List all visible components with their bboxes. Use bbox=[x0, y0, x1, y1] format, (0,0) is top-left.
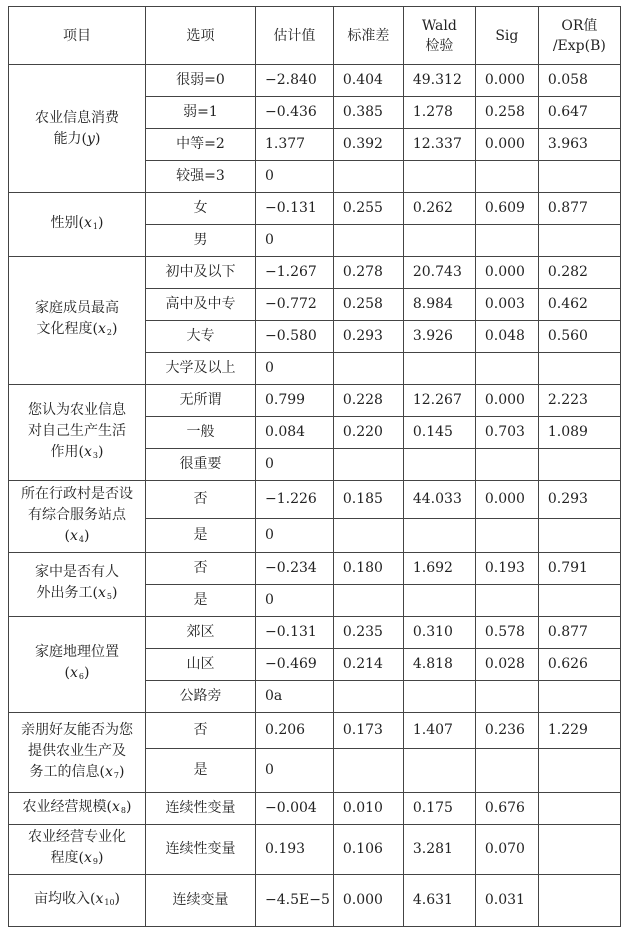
sig-cell: 0.578 bbox=[475, 617, 538, 649]
item-label-line bbox=[12, 108, 142, 129]
std-error-cell: 0.214 bbox=[333, 649, 403, 681]
item-label-text: 作用( bbox=[50, 443, 84, 460]
or-cell bbox=[538, 449, 620, 481]
wald-cell: 44.033 bbox=[403, 481, 475, 519]
item-label-line: 能力(y) bbox=[53, 130, 101, 147]
std-error-cell: 0.385 bbox=[333, 97, 403, 129]
std-error-cell: 0.255 bbox=[333, 193, 403, 225]
wald-cell: 0.310 bbox=[403, 617, 475, 649]
or-cell bbox=[538, 825, 620, 875]
sig-cell: 0.000 bbox=[475, 65, 538, 97]
variable-subscript: 2 bbox=[106, 328, 112, 337]
or-cell bbox=[538, 793, 620, 825]
or-cell: 2.223 bbox=[538, 385, 620, 417]
option-cell: 否 bbox=[146, 481, 256, 519]
estimate-cell: −1.267 bbox=[256, 257, 334, 289]
estimate-cell: −0.131 bbox=[256, 617, 334, 649]
wald-cell: 3.926 bbox=[403, 321, 475, 353]
item-label-line: 作用$(x_3)$ bbox=[50, 443, 104, 460]
header-item: 项目 bbox=[9, 7, 146, 65]
std-error-cell: 0.404 bbox=[333, 65, 403, 97]
wald-cell: 0.262 bbox=[403, 193, 475, 225]
item-cell bbox=[9, 385, 146, 481]
sig-cell: 0.258 bbox=[475, 97, 538, 129]
option-cell: 女 bbox=[146, 193, 256, 225]
item-label-text: 农业经营规模( bbox=[22, 798, 112, 815]
table-row bbox=[9, 617, 621, 649]
std-error-cell: 0.293 bbox=[333, 321, 403, 353]
item-label-text: 提供农业生产及 bbox=[28, 742, 126, 759]
item-label-text: 农业经营专业化 bbox=[28, 829, 126, 845]
estimate-cell: 0.206 bbox=[256, 713, 334, 749]
or-cell bbox=[538, 225, 620, 257]
std-error-cell: 0.278 bbox=[333, 257, 403, 289]
wald-cell: 12.337 bbox=[403, 129, 475, 161]
variable-symbol: y bbox=[87, 130, 95, 147]
item-label-text: 外出务工( bbox=[36, 585, 98, 601]
sig-cell: 0.676 bbox=[475, 793, 538, 825]
header-wald-line-2: 检验 bbox=[425, 37, 454, 54]
std-error-cell: 0.258 bbox=[333, 289, 403, 321]
estimate-cell: −1.226 bbox=[256, 481, 334, 519]
option-cell: 山区 bbox=[146, 649, 256, 681]
item-label-text: 有综合服务站点 bbox=[28, 506, 126, 523]
or-cell: 0.293 bbox=[538, 481, 620, 519]
option-cell: 是 bbox=[146, 585, 256, 617]
item-label-line: 外出务工$(x_5)$ bbox=[36, 585, 118, 601]
header-std-error: 标准差 bbox=[333, 7, 403, 65]
or-cell bbox=[538, 353, 620, 385]
table-row bbox=[9, 793, 621, 825]
sig-cell bbox=[475, 749, 538, 793]
header-or-line-1: OR值 bbox=[561, 17, 598, 34]
item-label-line: 农业经营规模$(x_8)$ bbox=[22, 798, 132, 815]
std-error-cell bbox=[333, 749, 403, 793]
sig-cell: 0.070 bbox=[475, 825, 538, 875]
table-row bbox=[9, 65, 621, 97]
estimate-cell: 0.193 bbox=[256, 825, 334, 875]
std-error-cell: 0.180 bbox=[333, 553, 403, 585]
std-error-cell bbox=[333, 585, 403, 617]
sig-cell: 0.193 bbox=[475, 553, 538, 585]
option-cell: 是 bbox=[146, 749, 256, 793]
variable-symbol: x bbox=[105, 763, 113, 780]
sig-cell: 0.000 bbox=[475, 385, 538, 417]
item-label-text: 对自己生产生活 bbox=[28, 422, 126, 439]
estimate-cell: 0 bbox=[256, 449, 334, 481]
sig-cell bbox=[475, 519, 538, 553]
item-label-line: 程度$(x_9)$ bbox=[50, 850, 104, 866]
wald-cell: 4.818 bbox=[403, 649, 475, 681]
option-cell: 中等=2 bbox=[146, 129, 256, 161]
sig-cell bbox=[475, 353, 538, 385]
header-wald-line-1: Wald bbox=[421, 17, 457, 34]
estimate-cell: 0.799 bbox=[256, 385, 334, 417]
sig-cell bbox=[475, 225, 538, 257]
option-cell: 很弱=0 bbox=[146, 65, 256, 97]
estimate-cell: −0.772 bbox=[256, 289, 334, 321]
option-cell: 大专 bbox=[146, 321, 256, 353]
variable-symbol: x bbox=[84, 850, 92, 866]
sig-cell: 0.703 bbox=[475, 417, 538, 449]
item-label-line bbox=[12, 421, 142, 442]
or-cell bbox=[538, 875, 620, 927]
option-cell: 连续性变量 bbox=[146, 825, 256, 875]
wald-cell: 20.743 bbox=[403, 257, 475, 289]
item-label-text: 农业信息消费 bbox=[35, 109, 119, 126]
item-label-line bbox=[12, 484, 142, 505]
std-error-cell bbox=[333, 225, 403, 257]
std-error-cell: 0.185 bbox=[333, 481, 403, 519]
table-row bbox=[9, 481, 621, 519]
wald-cell: 12.267 bbox=[403, 385, 475, 417]
wald-cell: 49.312 bbox=[403, 65, 475, 97]
estimate-cell: 0.084 bbox=[256, 417, 334, 449]
or-cell: 0.877 bbox=[538, 617, 620, 649]
wald-cell bbox=[403, 681, 475, 713]
item-label-line bbox=[12, 400, 142, 421]
estimate-cell: −0.436 bbox=[256, 97, 334, 129]
option-cell: 高中及中专 bbox=[146, 289, 256, 321]
item-label-line bbox=[12, 298, 142, 319]
estimate-cell: 0 bbox=[256, 225, 334, 257]
table-row bbox=[9, 875, 621, 927]
std-error-cell: 0.000 bbox=[333, 875, 403, 927]
item-label-line: 文化程度$(x_2)$ bbox=[36, 321, 118, 337]
std-error-cell bbox=[333, 519, 403, 553]
item-cell bbox=[9, 875, 146, 927]
item-label-text: 亲朋好友能否为您 bbox=[21, 721, 133, 738]
item-cell bbox=[9, 713, 146, 793]
std-error-cell bbox=[333, 449, 403, 481]
table-row bbox=[9, 385, 621, 417]
option-cell: 一般 bbox=[146, 417, 256, 449]
wald-cell: 1.692 bbox=[403, 553, 475, 585]
item-cell bbox=[9, 617, 146, 713]
variable-subscript: 8 bbox=[120, 805, 126, 815]
variable-symbol: x bbox=[84, 214, 92, 231]
header-or-line-2: /Exp(B) bbox=[552, 37, 606, 54]
item-label-text: 程度( bbox=[50, 850, 84, 866]
estimate-cell: −2.840 bbox=[256, 65, 334, 97]
wald-cell bbox=[403, 519, 475, 553]
option-cell: 是 bbox=[146, 519, 256, 553]
estimate-cell: −4.5E−5 bbox=[256, 875, 334, 927]
item-label-line: $(x_6)$ bbox=[64, 665, 90, 681]
or-cell bbox=[538, 681, 620, 713]
item-label-text: 文化程度( bbox=[36, 321, 98, 337]
wald-cell: 4.631 bbox=[403, 875, 475, 927]
item-cell bbox=[9, 193, 146, 257]
item-label-text: 能力( bbox=[53, 130, 88, 147]
variable-symbol: x bbox=[98, 321, 106, 337]
item-cell bbox=[9, 65, 146, 193]
item-label-text: 性别( bbox=[50, 214, 84, 231]
wald-cell bbox=[403, 225, 475, 257]
or-cell bbox=[538, 585, 620, 617]
header-row bbox=[9, 7, 621, 65]
or-cell bbox=[538, 161, 620, 193]
wald-cell: 8.984 bbox=[403, 289, 475, 321]
estimate-cell: 0 bbox=[256, 353, 334, 385]
or-cell: 0.058 bbox=[538, 65, 620, 97]
or-cell: 3.963 bbox=[538, 129, 620, 161]
option-cell: 初中及以下 bbox=[146, 257, 256, 289]
std-error-cell bbox=[333, 161, 403, 193]
sig-cell bbox=[475, 449, 538, 481]
option-cell: 否 bbox=[146, 713, 256, 749]
table-row bbox=[9, 713, 621, 749]
table-row bbox=[9, 257, 621, 289]
sig-cell bbox=[475, 161, 538, 193]
option-cell: 连续变量 bbox=[146, 875, 256, 927]
estimate-cell: 0 bbox=[256, 519, 334, 553]
or-cell: 0.560 bbox=[538, 321, 620, 353]
wald-cell: 1.278 bbox=[403, 97, 475, 129]
item-cell bbox=[9, 257, 146, 385]
header-sig: Sig bbox=[475, 7, 538, 65]
item-label-text: 所在行政村是否设 bbox=[21, 485, 133, 502]
wald-cell: 1.407 bbox=[403, 713, 475, 749]
estimate-cell: 1.377 bbox=[256, 129, 334, 161]
item-label-text: ( bbox=[64, 527, 70, 544]
table-row bbox=[9, 193, 621, 225]
option-cell: 较强=3 bbox=[146, 161, 256, 193]
table-body bbox=[9, 65, 621, 927]
variable-subscript: 1 bbox=[92, 221, 98, 231]
wald-cell bbox=[403, 585, 475, 617]
sig-cell: 0.031 bbox=[475, 875, 538, 927]
std-error-cell bbox=[333, 353, 403, 385]
or-cell bbox=[538, 749, 620, 793]
sig-cell: 0.048 bbox=[475, 321, 538, 353]
variable-subscript: 9 bbox=[92, 857, 98, 866]
variable-subscript: 5 bbox=[106, 592, 112, 601]
item-label-text: 家庭成员最高 bbox=[35, 300, 119, 316]
or-cell: 0.282 bbox=[538, 257, 620, 289]
header-estimate: 估计值 bbox=[256, 7, 334, 65]
option-cell: 很重要 bbox=[146, 449, 256, 481]
variable-symbol: x bbox=[70, 665, 78, 681]
wald-cell: 0.145 bbox=[403, 417, 475, 449]
item-label-line bbox=[12, 827, 142, 848]
sig-cell bbox=[475, 681, 538, 713]
variable-subscript: 3 bbox=[92, 450, 98, 460]
or-cell: 0.877 bbox=[538, 193, 620, 225]
item-label-text: 亩均收入( bbox=[33, 890, 96, 907]
sig-cell: 0.028 bbox=[475, 649, 538, 681]
wald-cell: 3.281 bbox=[403, 825, 475, 875]
estimate-cell: 0 bbox=[256, 749, 334, 793]
item-label-line bbox=[12, 562, 142, 583]
item-label-line: 亩均收入$(x_{10})$ bbox=[33, 890, 121, 907]
std-error-cell: 0.228 bbox=[333, 385, 403, 417]
table-row bbox=[9, 553, 621, 585]
option-cell: 大学及以上 bbox=[146, 353, 256, 385]
variable-subscript: 7 bbox=[113, 770, 119, 780]
wald-cell bbox=[403, 449, 475, 481]
estimate-cell: −0.469 bbox=[256, 649, 334, 681]
std-error-cell: 0.010 bbox=[333, 793, 403, 825]
sig-cell: 0.000 bbox=[475, 257, 538, 289]
item-cell bbox=[9, 825, 146, 875]
option-cell: 连续性变量 bbox=[146, 793, 256, 825]
std-error-cell: 0.173 bbox=[333, 713, 403, 749]
or-cell: 1.089 bbox=[538, 417, 620, 449]
wald-cell bbox=[403, 353, 475, 385]
std-error-cell: 0.392 bbox=[333, 129, 403, 161]
estimate-cell: −0.004 bbox=[256, 793, 334, 825]
estimate-cell: −0.234 bbox=[256, 553, 334, 585]
variable-subscript: 10 bbox=[104, 897, 115, 907]
header-option: 选项 bbox=[146, 7, 256, 65]
table-row bbox=[9, 825, 621, 875]
sig-cell: 0.000 bbox=[475, 481, 538, 519]
estimate-cell: −0.580 bbox=[256, 321, 334, 353]
variable-symbol: x bbox=[70, 527, 78, 544]
item-cell bbox=[9, 793, 146, 825]
option-cell: 公路旁 bbox=[146, 681, 256, 713]
sig-cell: 0.236 bbox=[475, 713, 538, 749]
item-label-line bbox=[12, 642, 142, 663]
or-cell: 0.462 bbox=[538, 289, 620, 321]
option-cell: 郊区 bbox=[146, 617, 256, 649]
or-cell: 1.229 bbox=[538, 713, 620, 749]
variable-subscript: 6 bbox=[78, 672, 84, 681]
item-label-text: 务工的信息( bbox=[29, 763, 105, 780]
variable-symbol: x bbox=[98, 585, 106, 601]
item-label-line: 性别$(x_1)$ bbox=[50, 214, 104, 231]
item-cell bbox=[9, 553, 146, 617]
wald-cell: 0.175 bbox=[403, 793, 475, 825]
or-cell: 0.626 bbox=[538, 649, 620, 681]
or-cell: 0.647 bbox=[538, 97, 620, 129]
item-label-text: 家庭地理位置 bbox=[35, 644, 119, 660]
std-error-cell: 0.235 bbox=[333, 617, 403, 649]
sig-cell: 0.000 bbox=[475, 129, 538, 161]
item-label-line bbox=[12, 720, 142, 741]
option-cell: 弱=1 bbox=[146, 97, 256, 129]
variable-symbol: x bbox=[112, 798, 120, 815]
item-cell bbox=[9, 481, 146, 553]
or-cell: 0.791 bbox=[538, 553, 620, 585]
item-label-text: ( bbox=[64, 665, 70, 681]
estimate-cell: 0a bbox=[256, 681, 334, 713]
option-cell: 否 bbox=[146, 553, 256, 585]
option-cell: 男 bbox=[146, 225, 256, 257]
header-or bbox=[538, 7, 620, 65]
sig-cell: 0.003 bbox=[475, 289, 538, 321]
std-error-cell bbox=[333, 681, 403, 713]
variable-symbol: x bbox=[84, 443, 92, 460]
header-wald bbox=[403, 7, 475, 65]
item-label-line: $(x_4)$ bbox=[64, 527, 90, 544]
std-error-cell: 0.220 bbox=[333, 417, 403, 449]
sig-cell bbox=[475, 585, 538, 617]
std-error-cell: 0.106 bbox=[333, 825, 403, 875]
variable-symbol: x bbox=[95, 890, 104, 907]
or-cell bbox=[538, 519, 620, 553]
estimate-cell: −0.131 bbox=[256, 193, 334, 225]
variable-subscript: 4 bbox=[78, 534, 84, 544]
sig-cell: 0.609 bbox=[475, 193, 538, 225]
estimate-cell: 0 bbox=[256, 585, 334, 617]
item-label-text: 家中是否有人 bbox=[35, 564, 119, 580]
item-label-line bbox=[12, 741, 142, 762]
option-cell: 无所谓 bbox=[146, 385, 256, 417]
wald-cell bbox=[403, 749, 475, 793]
item-label-line bbox=[12, 505, 142, 526]
wald-cell bbox=[403, 161, 475, 193]
regression-table bbox=[8, 6, 621, 927]
estimate-cell: 0 bbox=[256, 161, 334, 193]
item-label-text: 您认为农业信息 bbox=[28, 401, 126, 418]
item-label-line: 务工的信息$(x_7)$ bbox=[29, 763, 125, 780]
